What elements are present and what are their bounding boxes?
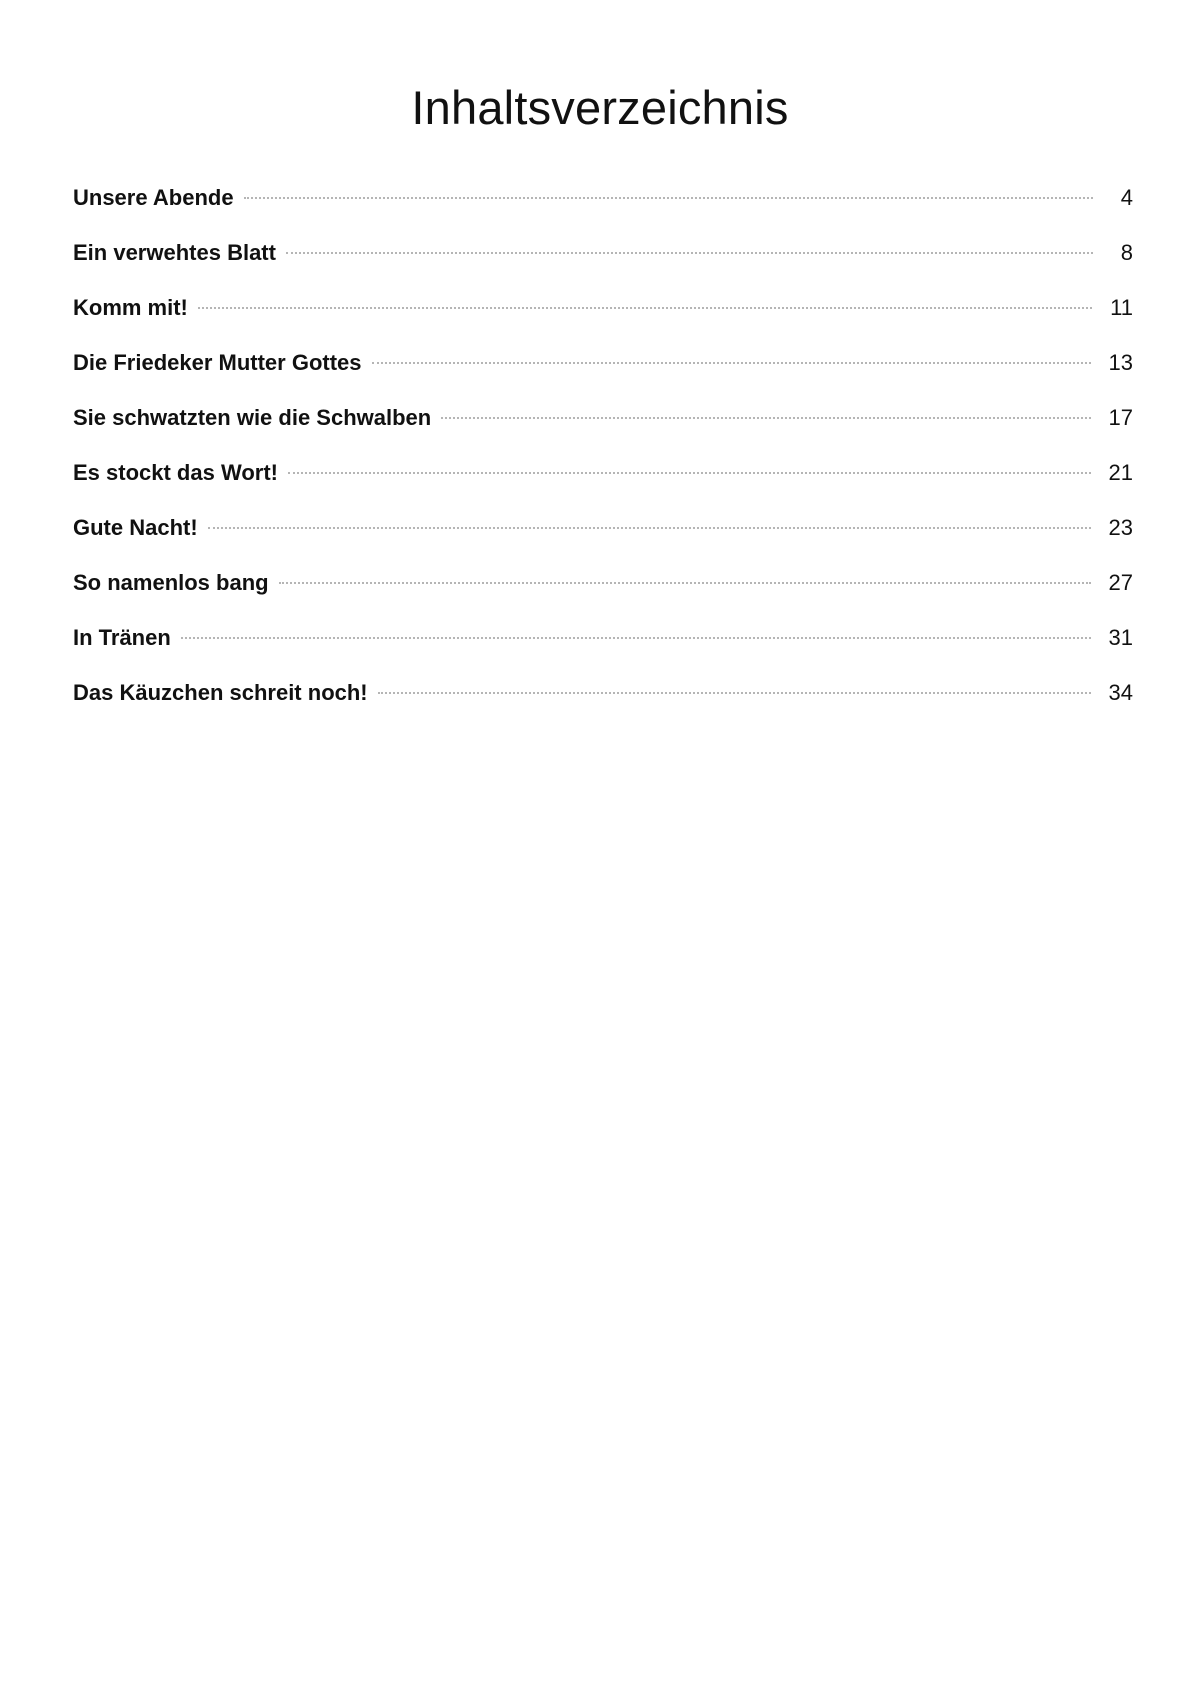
toc-entry-title: In Tränen — [73, 625, 171, 650]
toc-entry[interactable] — [73, 236, 1133, 291]
toc-page-number: 13 — [1108, 350, 1133, 375]
toc-entry-title: Die Friedeker Mutter Gottes — [73, 350, 362, 375]
dotted-leader — [244, 197, 1093, 199]
toc-entry-title: Ein verwehtes Blatt — [73, 240, 276, 265]
dotted-leader — [372, 362, 1091, 364]
toc-entry-title: Gute Nacht! — [73, 515, 198, 540]
toc-entry[interactable] — [73, 511, 1133, 566]
toc-entry-title: So namenlos bang — [73, 570, 269, 595]
toc-entry[interactable] — [73, 291, 1133, 346]
toc-entry[interactable] — [73, 676, 1133, 731]
toc-page-number: 11 — [1110, 295, 1133, 320]
toc-entry-title: Unsere Abende — [73, 185, 234, 210]
dotted-leader — [181, 637, 1091, 639]
toc-page-number: 4 — [1120, 185, 1133, 210]
toc-entry[interactable] — [73, 181, 1133, 236]
page-title: Inhaltsverzeichnis — [411, 81, 789, 134]
dotted-leader — [279, 582, 1091, 584]
dotted-leader — [378, 692, 1091, 694]
toc-entry[interactable] — [73, 346, 1133, 401]
table-of-contents — [73, 181, 1133, 731]
dotted-leader — [208, 527, 1091, 529]
dotted-leader — [198, 307, 1092, 309]
toc-entry-title: Komm mit! — [73, 295, 188, 320]
toc-page-number: 21 — [1108, 460, 1133, 485]
toc-page-number: 27 — [1108, 570, 1133, 595]
toc-page-number: 34 — [1108, 680, 1133, 705]
dotted-leader — [441, 417, 1090, 419]
dotted-leader — [286, 252, 1093, 254]
toc-entry-title: Sie schwatzten wie die Schwalben — [73, 405, 432, 430]
toc-entry-title: Das Käuzchen schreit noch! — [73, 680, 368, 705]
toc-page-number: 23 — [1108, 515, 1133, 540]
toc-page-number: 8 — [1120, 240, 1133, 265]
toc-entry[interactable] — [73, 621, 1133, 676]
toc-page-number: 17 — [1108, 405, 1133, 430]
toc-page-number: 31 — [1108, 625, 1133, 650]
dotted-leader — [288, 472, 1091, 474]
toc-entry[interactable] — [73, 456, 1133, 511]
toc-entry-title: Es stockt das Wort! — [73, 460, 278, 485]
toc-entry[interactable] — [73, 566, 1133, 621]
toc-entry[interactable] — [73, 401, 1133, 456]
